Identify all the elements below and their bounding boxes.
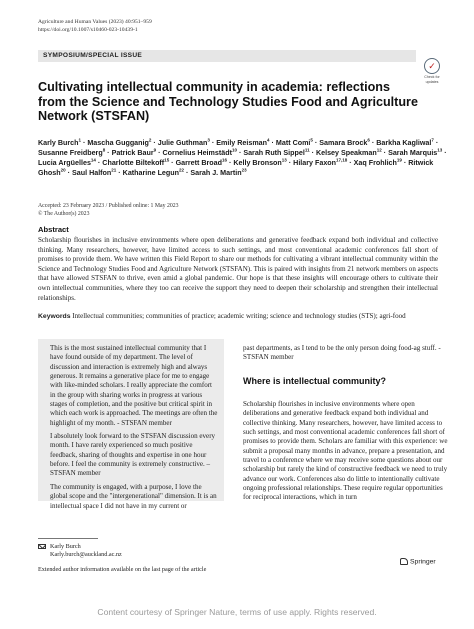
author-affiliation: 13 bbox=[437, 147, 443, 153]
author-separator: · bbox=[236, 149, 244, 157]
copyright-notice: © The Author(s) 2023 bbox=[38, 211, 90, 217]
author-name[interactable]: Kelsey Speakman bbox=[315, 149, 377, 157]
section-band bbox=[38, 50, 416, 62]
author-separator: · bbox=[381, 149, 389, 157]
author-affiliation: 20 bbox=[60, 167, 66, 173]
publication-dates bbox=[38, 202, 179, 218]
author-affiliation: 8 bbox=[102, 147, 106, 153]
article-title: Cultivating intellectual community in academia: reflections from the Science and Technology Studies Food and Agriculture Network (STSFAN) bbox=[38, 80, 418, 123]
author-affiliation: 4 bbox=[267, 137, 270, 143]
author-affiliation: 19 bbox=[396, 157, 402, 163]
member-quote-1: This is the most sustained intellectual community that I have found outside of my department. The level of discussion and interaction is extremely high and always generous. It remains a generative place for me to engage with like-minded scholars. I really appreciate the comfort in the group with sharing works in progress at various stages of completion, and the positive but critical spirit in which each work is approached. The meetings are often the highlight of my month. - STSFAN member bbox=[50, 344, 218, 427]
author-entry bbox=[72, 169, 116, 177]
author-name[interactable]: Kelly Bronson bbox=[233, 159, 282, 167]
author-affiliation: 3 bbox=[207, 137, 210, 143]
abstract-heading: Abstract bbox=[38, 225, 69, 234]
author-affiliation: 5 bbox=[310, 137, 313, 143]
author-separator: · bbox=[309, 149, 316, 157]
author-separator: · bbox=[184, 169, 191, 177]
author-separator: · bbox=[105, 149, 112, 157]
author-name[interactable]: Samara Brock bbox=[319, 139, 368, 147]
author-entry bbox=[123, 169, 184, 177]
author-name[interactable]: Mascha Gugganig bbox=[87, 139, 149, 147]
author-affiliation: 10 bbox=[231, 147, 237, 153]
envelope-icon bbox=[38, 544, 46, 550]
author-entry bbox=[158, 139, 210, 147]
author-name[interactable]: Patrick Baur bbox=[111, 149, 154, 157]
check-updates-icon: ✓ bbox=[424, 58, 440, 74]
section-heading: Where is intellectual community? bbox=[243, 375, 387, 386]
doi-link[interactable]: https://doi.org/10.1007/s10460-023-10439-1 bbox=[38, 27, 138, 33]
author-name[interactable]: Saul Halfon bbox=[72, 169, 112, 177]
author-entry bbox=[87, 139, 151, 147]
author-affiliation: 7 bbox=[431, 137, 434, 143]
extended-author-info: Extended author information available on the last page of the article bbox=[38, 565, 207, 573]
author-separator: · bbox=[81, 139, 88, 147]
accepted-published-dates: Accepted: 23 February 2023 / Published online: 1 May 2023 bbox=[38, 203, 179, 209]
author-affiliation: 12 bbox=[376, 147, 382, 153]
author-entry bbox=[354, 159, 402, 167]
author-separator: · bbox=[369, 139, 377, 147]
quote-continuation: past departments, as I tend to be the only person doing food-ag stuff. - STSFAN member bbox=[243, 344, 441, 362]
author-name[interactable]: Lucia Argüelles bbox=[38, 159, 91, 167]
author-name[interactable]: Charlotte Biltekoff bbox=[102, 159, 165, 167]
author-separator: · bbox=[433, 139, 439, 147]
author-name[interactable]: Sarah J. Martin bbox=[190, 169, 242, 177]
author-separator: · bbox=[286, 159, 294, 167]
journal-citation: Agriculture and Human Values (2023) 40:951–959 bbox=[38, 19, 152, 25]
author-name[interactable]: Julie Guthman bbox=[157, 139, 208, 147]
author-separator: · bbox=[401, 159, 409, 167]
author-affiliation: 17,18 bbox=[336, 157, 348, 163]
author-entry bbox=[276, 139, 313, 147]
author-name[interactable]: Xaq Frohlich bbox=[353, 159, 397, 167]
author-affiliation: 2 bbox=[148, 137, 152, 143]
check-updates-label-1: Check for bbox=[424, 75, 440, 79]
author-name[interactable]: Garrett Broad bbox=[175, 159, 222, 167]
author-affiliation: 14 bbox=[90, 157, 96, 163]
author-entry bbox=[38, 139, 81, 147]
author-separator: · bbox=[269, 139, 276, 147]
author-entry bbox=[293, 159, 347, 167]
author-affiliation: 11 bbox=[304, 147, 310, 153]
author-separator: · bbox=[169, 159, 176, 167]
author-name[interactable]: Matt Comi bbox=[275, 139, 311, 147]
author-entry bbox=[163, 149, 237, 157]
author-name[interactable]: Emily Reisman bbox=[216, 139, 268, 147]
keywords bbox=[38, 312, 438, 322]
courtesy-watermark: Content courtesy of Springer Nature, terms of use apply. Rights reserved. bbox=[97, 607, 377, 617]
author-separator: · bbox=[95, 159, 103, 167]
author-separator: · bbox=[347, 159, 354, 167]
author-separator: · bbox=[151, 139, 158, 147]
author-entry bbox=[112, 149, 157, 157]
journal-header bbox=[38, 18, 152, 34]
author-name[interactable]: Karly Burch bbox=[38, 139, 79, 147]
author-entry bbox=[388, 149, 442, 157]
keywords-label: Keywords bbox=[38, 313, 71, 320]
author-entry bbox=[243, 149, 309, 157]
author-affiliation: 13 bbox=[281, 157, 287, 163]
author-affiliation: 15 bbox=[164, 157, 170, 163]
author-list bbox=[38, 138, 448, 178]
author-affiliation: 9 bbox=[153, 147, 157, 153]
member-quote-3: The community is engaged, with a purpose, I love the global scope and the "intergenerational" dimension. It is an intellectual space I did not have in my current or bbox=[50, 482, 217, 510]
author-affiliation: 21 bbox=[111, 167, 117, 173]
author-affiliation: 22 bbox=[179, 167, 185, 173]
footnote bbox=[38, 543, 206, 574]
author-entry bbox=[102, 159, 169, 167]
author-entry bbox=[38, 149, 105, 157]
springer-horse-icon bbox=[400, 558, 408, 565]
author-entry bbox=[233, 159, 286, 167]
member-quote-2: I absolutely look forward to the STSFAN discussion every month. I have rarely experienced so much positive feedback, sharing of thoughts and expertise in one hour before. I feel the community is extremely constructive. – STSFAN member bbox=[50, 432, 216, 478]
author-affiliation: 6 bbox=[367, 137, 370, 143]
author-name[interactable]: Susanne Freidberg bbox=[38, 149, 103, 157]
author-separator: · bbox=[116, 169, 123, 177]
check-for-updates-badge[interactable] bbox=[419, 58, 445, 84]
author-separator: · bbox=[312, 139, 320, 147]
author-name[interactable]: Ritwick Ghosh bbox=[38, 159, 434, 177]
author-email[interactable]: Karly.burch@auckland.ac.nz bbox=[50, 551, 122, 559]
author-entry bbox=[190, 169, 246, 177]
abstract-text: Scholarship flourishes in inclusive environments where open deliberations and generative feedback expand both individual and collective thinking. Many researchers, however, have limited access to such settings, and most conventional academic conferences fall short of promises to provide them. We have written this Field Report to share our methods for cultivating a vibrant intellectual community within the Science and Technology Studies Food and Agriculture Network (STSFAN). This is paired with insights from 21 network members on aspects that have allowed STSFAN to thrive, even amid a global pandemic. Our hope is that these insights will encourage others to cultivate their own intellectual communities, where they too can receive the support they need to deepen their scholarship and strengthen their intellectual relationships. bbox=[38, 236, 438, 302]
footnote-rule bbox=[38, 538, 98, 539]
author-affiliation: 16 bbox=[222, 157, 228, 163]
author-name[interactable]: Katharine Legun bbox=[122, 169, 179, 177]
corresponding-author: Karly Burch bbox=[50, 543, 81, 550]
author-name[interactable]: Cornelius Heimstädt bbox=[162, 149, 232, 157]
publisher-logo bbox=[400, 558, 436, 565]
check-updates-label-2: updates bbox=[425, 80, 439, 85]
author-entry bbox=[176, 159, 227, 167]
author-separator: · bbox=[156, 149, 163, 157]
author-name[interactable]: Sarah Ruth Sippel bbox=[243, 149, 305, 157]
quote-column bbox=[50, 344, 218, 511]
author-separator: · bbox=[209, 139, 217, 147]
section-label: SYMPOSIUM/SPECIAL ISSUE bbox=[43, 52, 143, 59]
author-name[interactable]: Barkha Kagliwal bbox=[376, 139, 432, 147]
publisher-name: Springer bbox=[410, 558, 436, 566]
author-entry bbox=[38, 159, 96, 167]
author-entry bbox=[216, 139, 269, 147]
body-paragraph: Scholarship flourishes in inclusive environments where open deliberations and generative feedback expand both individual and collective thinking. Many researchers, however, have limited access to such settings, and most conventional academic conferences fall short of promises to provide them. Scholars are familiar with this experience: we submit a proposal many months in advance, prepare a presentation, and travel to a conference where we may receive some questions about our scholarship but rarely the kind of constructive feedback we need to truly advance our work. Conferences also do little to intentionally cultivate ongoing professional relationships. These require regular opportunities for reciprocal interactions, which in turn bbox=[243, 400, 448, 502]
author-entry bbox=[376, 139, 434, 147]
author-separator: · bbox=[227, 159, 234, 167]
author-entry bbox=[319, 139, 370, 147]
author-name[interactable]: Sarah Marquis bbox=[388, 149, 438, 157]
author-entry bbox=[316, 149, 382, 157]
author-separator: · bbox=[442, 149, 447, 157]
author-affiliation: 1 bbox=[78, 137, 81, 143]
author-name[interactable]: Hilary Faxon bbox=[293, 159, 337, 167]
right-column bbox=[243, 344, 448, 503]
keywords-text: Intellectual communities; communities of practice; academic writing; science and technology studies (STS); agri-food bbox=[72, 312, 406, 320]
author-affiliation: 23 bbox=[241, 167, 247, 173]
author-separator: · bbox=[65, 169, 72, 177]
